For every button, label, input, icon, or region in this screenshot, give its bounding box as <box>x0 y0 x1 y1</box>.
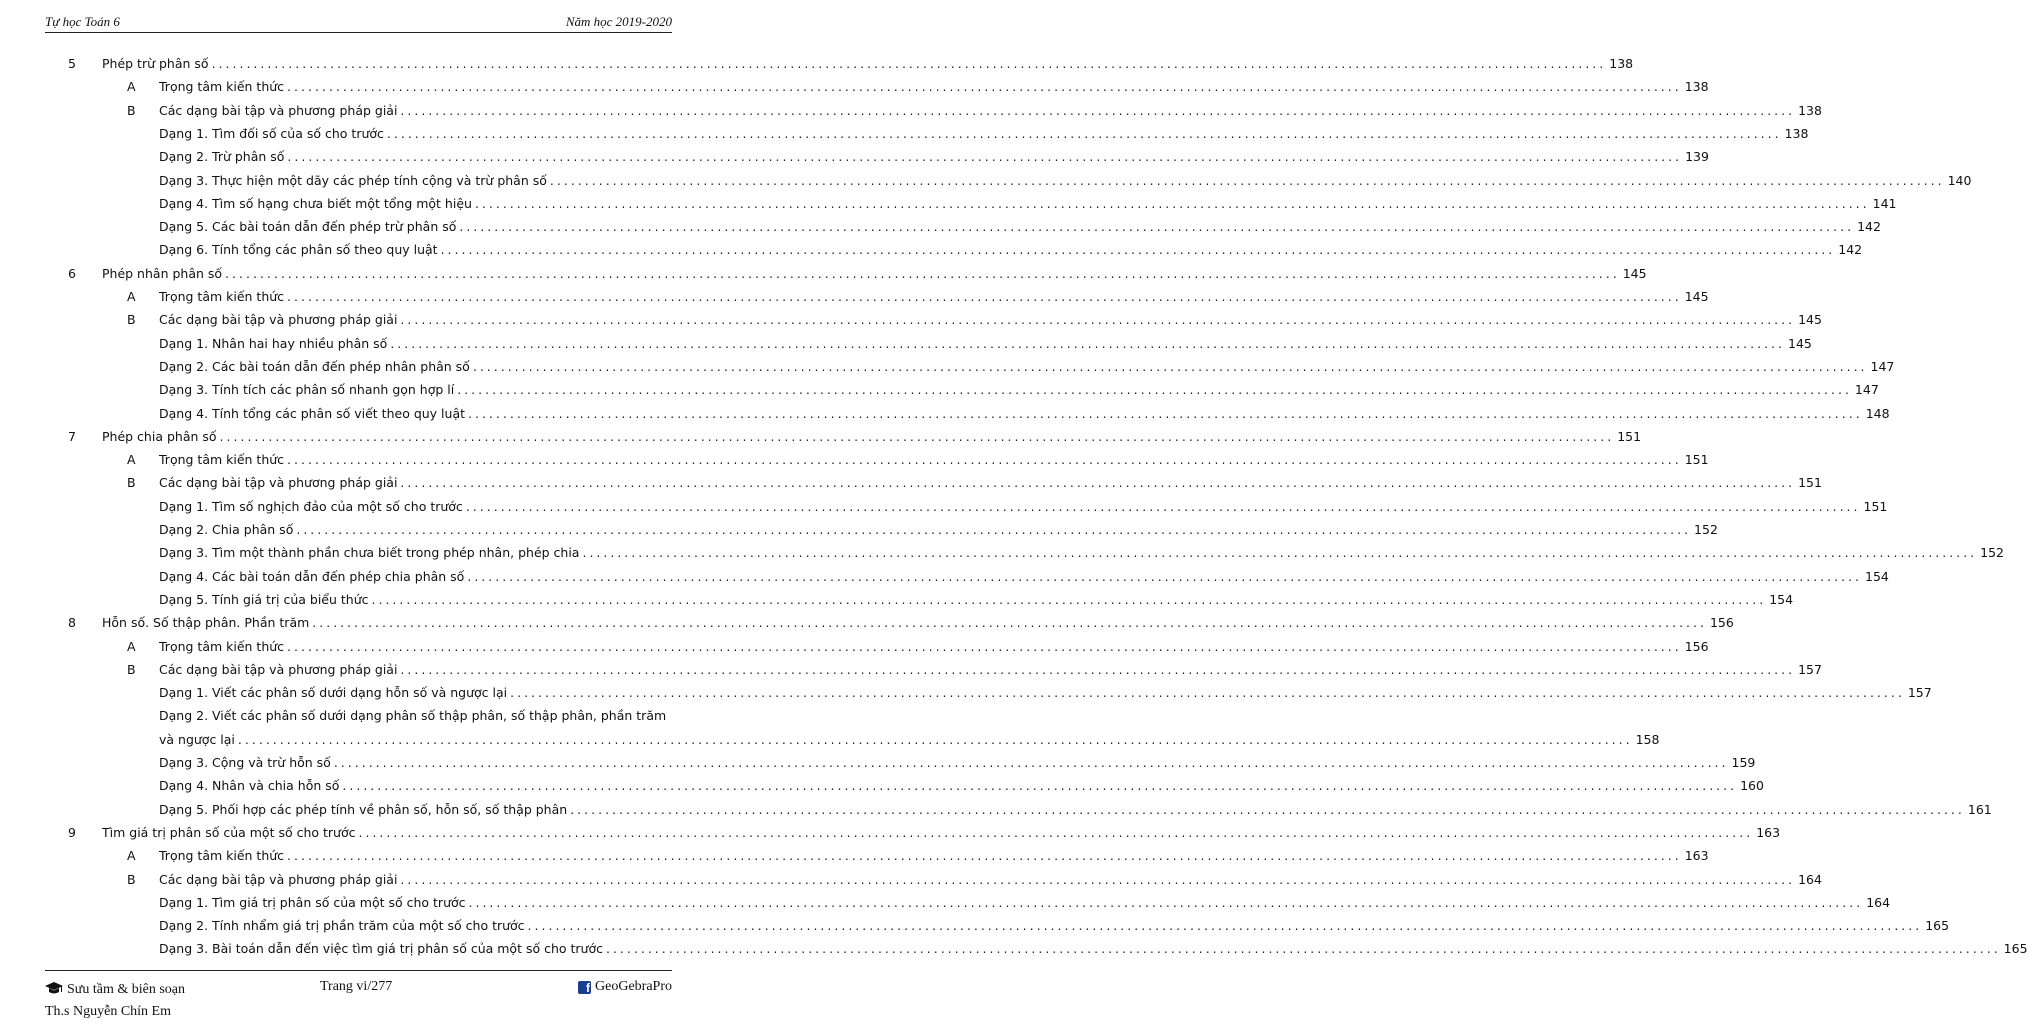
toc-leader-dots: ........................................................................................................................................................................................................ <box>465 499 1861 514</box>
toc-entry-title: Dạng 1. Nhân hai hay nhiều phân số <box>159 336 388 351</box>
toc-section-number: 8 <box>68 615 76 630</box>
toc-leader-dots: ........................................................................................................................................................................................................ <box>287 452 1682 467</box>
toc-leader-dots: ........................................................................................................................................................................................................ <box>400 872 1796 887</box>
toc-entry[interactable] <box>159 732 1660 752</box>
toc-leader-dots: ........................................................................................................................................................................................................ <box>468 406 1863 421</box>
toc-page-number: 151 <box>1684 452 1709 467</box>
toc-entry-title: Dạng 2. Trừ phân số <box>159 149 285 164</box>
toc-entry[interactable] <box>159 79 1709 99</box>
toc-page-number: 151 <box>1863 499 1888 514</box>
toc-page-number: 163 <box>1756 825 1781 840</box>
toc-leader-dots: ........................................................................................................................................................................................................ <box>342 778 1738 793</box>
toc-entry-title: Dạng 1. Tìm số nghịch đảo của một số cho trước <box>159 499 463 514</box>
toc-entry[interactable] <box>159 359 1895 379</box>
toc-entry-title: Các dạng bài tập và phương pháp giải <box>159 103 398 118</box>
toc-entry-title: Dạng 3. Thực hiện một dãy các phép tính cộng và trừ phân số <box>159 173 547 188</box>
toc-page-number: 157 <box>1907 685 1932 700</box>
toc-leader-dots: ........................................................................................................................................................................................................ <box>605 941 2001 956</box>
facebook-icon: f <box>578 981 591 994</box>
toc-page-number: 151 <box>1617 429 1642 444</box>
toc-page-number: 141 <box>1872 196 1897 211</box>
toc-leader-dots: ........................................................................................................................................................................................................ <box>333 755 1729 770</box>
toc-entry[interactable] <box>159 778 1764 798</box>
toc-page-number: 160 <box>1740 778 1764 793</box>
toc-leader-dots: ........................................................................................................................................................................................................ <box>400 103 1796 118</box>
header-book-title: Tự học Toán 6 <box>45 14 120 29</box>
toc-entry[interactable] <box>159 382 1879 402</box>
toc-entry[interactable] <box>102 266 1647 286</box>
toc-page-number: 152 <box>1694 522 1718 537</box>
toc-leader-dots: ........................................................................................................................................................................................................ <box>219 429 1615 444</box>
toc-leader-dots: ........................................................................................................................................................................................................ <box>371 592 1767 607</box>
toc-leader-dots: ........................................................................................................................................................................................................ <box>296 522 1692 537</box>
toc-entry-title: Dạng 4. Tìm số hạng chưa biết một tổng một hiệu <box>159 196 472 211</box>
toc-entry[interactable] <box>102 56 1634 76</box>
toc-section-number: 6 <box>68 266 76 281</box>
toc-subsection-letter: A <box>127 289 136 304</box>
toc-entry[interactable] <box>159 173 1972 193</box>
footer-author-name: Th.s Nguyễn Chín Em <box>45 1004 171 1019</box>
toc-entry-title: Các dạng bài tập và phương pháp giải <box>159 662 398 677</box>
toc-leader-dots: ........................................................................................................................................................................................................ <box>237 732 1633 747</box>
footer-collected-label: Sưu tầm & biên soạn <box>67 982 186 997</box>
toc-leader-dots: ........................................................................................................................................................................................................ <box>457 382 1852 397</box>
toc-entry-title: Dạng 5. Tính giá trị của biểu thức <box>159 592 369 607</box>
toc-page-number: 147 <box>1854 382 1879 397</box>
toc-page-number: 138 <box>1684 79 1709 94</box>
toc-page-number: 165 <box>2003 941 2028 956</box>
toc-entry[interactable] <box>159 941 2028 961</box>
toc-entry[interactable] <box>159 242 1863 262</box>
toc-page-number: 145 <box>1622 266 1647 281</box>
toc-entry[interactable] <box>159 872 1822 892</box>
toc-leader-dots: ........................................................................................................................................................................................................ <box>467 569 1863 584</box>
toc-page-number: 158 <box>1635 732 1660 747</box>
toc-leader-dots: ........................................................................................................................................................................................................ <box>440 242 1836 257</box>
toc-leader-dots: ........................................................................................................................................................................................................ <box>211 56 1607 71</box>
toc-entry[interactable] <box>159 219 1881 239</box>
toc-leader-dots: ........................................................................................................................................................................................................ <box>459 219 1855 234</box>
toc-subsection-letter: A <box>127 79 136 94</box>
toc-entry[interactable] <box>159 196 1897 216</box>
toc-entry-title: Các dạng bài tập và phương pháp giải <box>159 475 398 490</box>
toc-entry-title: Các dạng bài tập và phương pháp giải <box>159 312 398 327</box>
toc-page-number: 157 <box>1798 662 1822 677</box>
toc-entry-title: Dạng 1. Tìm giá trị phân số của một số cho trước <box>159 895 466 910</box>
toc-page-number: 145 <box>1798 312 1822 327</box>
toc-entry-title: Dạng 4. Các bài toán dẫn đến phép chia phân số <box>159 569 465 584</box>
toc-section-number: 7 <box>68 429 76 444</box>
toc-leader-dots: ........................................................................................................................................................................................................ <box>386 126 1782 141</box>
toc-page-number: 148 <box>1865 406 1890 421</box>
page-footer <box>45 970 672 1019</box>
toc-entry-title: Dạng 2. Viết các phân số dưới dạng phân số thập phân, số thập phân, phần trăm <box>159 708 667 723</box>
toc-page-number: 161 <box>1967 802 1992 817</box>
toc-entry[interactable] <box>159 848 1709 868</box>
toc-entry-title: Dạng 6. Tính tổng các phân số theo quy luật <box>159 242 438 257</box>
graduation-cap-icon <box>45 982 63 994</box>
footer-author <box>45 979 185 1023</box>
toc-leader-dots: ........................................................................................................................................................................................................ <box>472 359 1868 374</box>
toc-entry-title: Dạng 4. Nhân và chia hỗn số <box>159 778 340 793</box>
toc-entry[interactable] <box>159 592 1794 612</box>
toc-page-number: 138 <box>1784 126 1809 141</box>
toc-subsection-letter: B <box>127 872 136 887</box>
toc-leader-dots: ........................................................................................................................................................................................................ <box>287 848 1682 863</box>
toc-entry[interactable] <box>159 103 1822 123</box>
toc-page-number: 138 <box>1798 103 1822 118</box>
toc-entry[interactable] <box>159 452 1709 472</box>
toc-leader-dots: ........................................................................................................................................................................................................ <box>527 918 1923 933</box>
toc-leader-dots: ........................................................................................................................................................................................................ <box>582 545 1978 560</box>
toc-page-number: 152 <box>1980 545 2005 560</box>
toc-entry-title: Trọng tâm kiến thức <box>159 848 285 863</box>
toc-leader-dots: ........................................................................................................................................................................................................ <box>287 149 1683 164</box>
header-school-year: Năm học 2019-2020 <box>565 14 672 29</box>
toc-leader-dots: ........................................................................................................................................................................................................ <box>312 615 1707 630</box>
toc-page-number: 140 <box>1947 173 1972 188</box>
toc-leader-dots: ........................................................................................................................................................................................................ <box>468 895 1864 910</box>
footer-page-number: Trang vi/277 <box>320 979 393 994</box>
toc-page-number: 154 <box>1865 569 1889 584</box>
toc-page-number: 165 <box>1925 918 1950 933</box>
toc-entry-title: Dạng 5. Phối hợp các phép tính về phân số, hỗn số, số thập phân <box>159 802 568 817</box>
toc-entry[interactable] <box>159 895 1891 915</box>
toc-page-number: 147 <box>1870 359 1895 374</box>
toc-entry[interactable] <box>159 406 1890 426</box>
toc-subsection-letter: A <box>127 848 136 863</box>
toc-entry-title: Dạng 4. Tính tổng các phân số viết theo quy luật <box>159 406 465 421</box>
toc-entry[interactable] <box>159 918 1950 938</box>
toc-page-number: 138 <box>1609 56 1634 71</box>
toc-leader-dots: ........................................................................................................................................................................................................ <box>510 685 1905 700</box>
toc-entry-title: Dạng 3. Bài toán dẫn đến việc tìm giá trị phân số của một số cho trước <box>159 941 603 956</box>
toc-entry-title: Dạng 2. Tính nhẩm giá trị phần trăm của một số cho trước <box>159 918 525 933</box>
footer-brand-name: GeoGebraPro <box>595 979 672 994</box>
toc-leader-dots: ........................................................................................................................................................................................................ <box>570 802 1965 817</box>
toc-leader-dots: ........................................................................................................................................................................................................ <box>400 312 1796 327</box>
toc-entry[interactable] <box>159 662 1822 682</box>
toc-entry-title: Dạng 2. Chia phân số <box>159 522 294 537</box>
toc-entry-title: Hỗn số. Số thập phân. Phần trăm <box>102 615 310 630</box>
toc-page-number: 159 <box>1731 755 1756 770</box>
toc-entry-title: Phép nhân phân số <box>102 266 223 281</box>
toc-leader-dots: ........................................................................................................................................................................................................ <box>400 475 1796 490</box>
toc-leader-dots: ........................................................................................................................................................................................................ <box>287 289 1682 304</box>
toc-entry-title: Dạng 1. Tìm đối số của số cho trước <box>159 126 384 141</box>
toc-leader-dots: ........................................................................................................................................................................................................ <box>390 336 1785 351</box>
toc-subsection-letter: A <box>127 639 136 654</box>
toc-leader-dots: ........................................................................................................................................................................................................ <box>287 79 1682 94</box>
toc-entry[interactable] <box>159 336 1812 356</box>
toc-entry-title: Dạng 1. Viết các phân số dưới dạng hỗn số và ngược lại <box>159 685 508 700</box>
toc-entry-title: Trọng tâm kiến thức <box>159 289 285 304</box>
toc-entry[interactable] <box>159 639 1709 659</box>
toc-entry-title: Dạng 2. Các bài toán dẫn đến phép nhân phân số <box>159 359 470 374</box>
toc-entry[interactable] <box>159 545 2005 565</box>
toc-entry[interactable] <box>159 149 1709 169</box>
toc-entry-title: Dạng 3. Tìm một thành phần chưa biết trong phép nhân, phép chia <box>159 545 580 560</box>
toc-page-number: 145 <box>1684 289 1709 304</box>
toc-section-number: 5 <box>68 56 76 71</box>
toc-subsection-letter: B <box>127 103 136 118</box>
toc-entry[interactable] <box>159 802 1992 822</box>
toc-entry[interactable] <box>159 289 1709 309</box>
toc-page-number: 142 <box>1857 219 1881 234</box>
toc-leader-dots: ........................................................................................................................................................................................................ <box>400 662 1796 677</box>
toc-entry-title: Phép trừ phân số <box>102 56 209 71</box>
toc-page-number: 145 <box>1788 336 1812 351</box>
page-header <box>45 12 672 33</box>
toc-subsection-letter: A <box>127 452 136 467</box>
toc-entry[interactable] <box>159 312 1822 332</box>
toc-entry-title: Dạng 5. Các bài toán dẫn đến phép trừ phân số <box>159 219 457 234</box>
footer-brand <box>578 979 672 995</box>
toc-entry[interactable] <box>159 569 1889 589</box>
toc-leader-dots: ........................................................................................................................................................................................................ <box>287 639 1682 654</box>
toc-leader-dots: ........................................................................................................................................................................................................ <box>358 825 1754 840</box>
toc-entry[interactable] <box>102 429 1642 449</box>
toc-entry-title: Trọng tâm kiến thức <box>159 639 285 654</box>
toc-entry[interactable] <box>102 825 1781 845</box>
toc-subsection-letter: B <box>127 312 136 327</box>
toc-section-number: 9 <box>68 825 76 840</box>
toc-page-number: 156 <box>1709 615 1734 630</box>
toc-entry[interactable] <box>159 499 1888 519</box>
toc-leader-dots: ........................................................................................................................................................................................................ <box>549 173 1945 188</box>
toc-page-number: 156 <box>1684 639 1709 654</box>
toc-entry[interactable] <box>159 522 1718 542</box>
toc-entry-title: Trọng tâm kiến thức <box>159 452 285 467</box>
toc-entry[interactable] <box>159 685 1932 705</box>
toc-entry[interactable] <box>159 755 1756 775</box>
toc-page-number: 164 <box>1798 872 1822 887</box>
toc-subsection-letter: B <box>127 662 136 677</box>
toc-entry-title: Các dạng bài tập và phương pháp giải <box>159 872 398 887</box>
toc-entry-title: Dạng 3. Cộng và trừ hỗn số <box>159 755 331 770</box>
toc-page-number: 164 <box>1866 895 1891 910</box>
toc-entry[interactable] <box>159 475 1822 495</box>
toc-entry-title: Tìm giá trị phân số của một số cho trước <box>102 825 356 840</box>
toc-entry-title: Phép chia phân số <box>102 429 217 444</box>
toc-page-number: 163 <box>1684 848 1709 863</box>
toc-entry[interactable] <box>102 615 1734 635</box>
toc-entry-title: Trọng tâm kiến thức <box>159 79 285 94</box>
toc-leader-dots: ........................................................................................................................................................................................................ <box>225 266 1620 281</box>
toc-page-number: 139 <box>1685 149 1709 164</box>
toc-page-number: 142 <box>1838 242 1863 257</box>
toc-entry-title: Dạng 3. Tính tích các phân số nhanh gọn hợp lí <box>159 382 455 397</box>
toc-entry-title: và ngược lại <box>159 732 235 747</box>
toc-entry[interactable] <box>159 126 1809 146</box>
toc-leader-dots: ........................................................................................................................................................................................................ <box>474 196 1870 211</box>
toc-page-number: 151 <box>1798 475 1822 490</box>
toc-subsection-letter: B <box>127 475 136 490</box>
toc-page-number: 154 <box>1769 592 1794 607</box>
toc-entry[interactable] <box>159 708 665 728</box>
